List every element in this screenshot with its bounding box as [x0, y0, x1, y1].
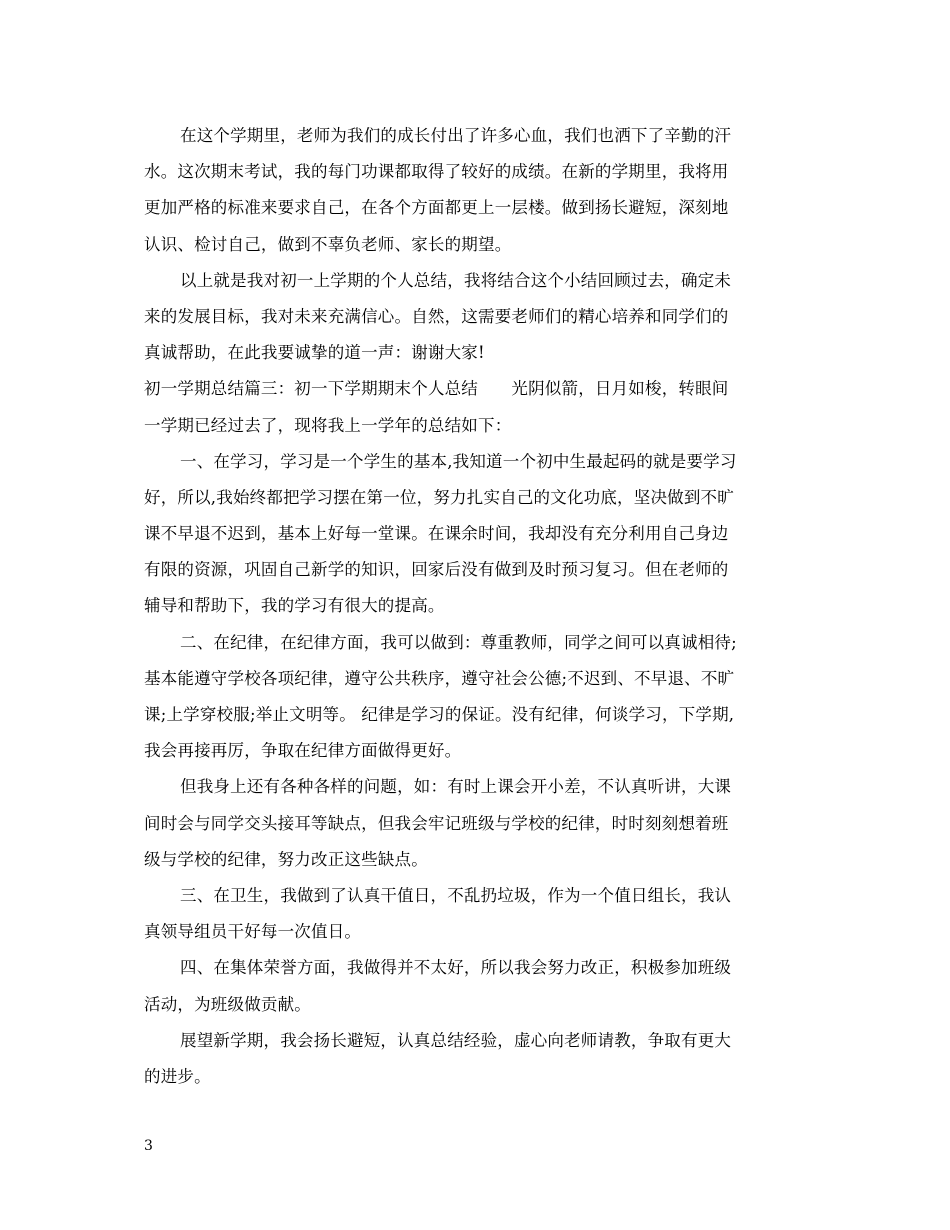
text-line: 初一学期总结篇三：初一下学期期末个人总结 光阴似箭，日月如梭，转眼间 — [144, 379, 729, 399]
text-line: 真诚帮助，在此我要诚挚的道一声：谢谢大家! — [144, 343, 485, 363]
text-line: 更加严格的标准来要求自己，在各个方面都更上一层楼。做到扬长避短，深刻地 — [144, 198, 729, 218]
text-line: 来的发展目标，我对未来充满信心。自然，这需要老师们的精心培养和同学们的 — [144, 306, 729, 326]
text-line: 但我身上还有各种各样的问题，如：有时上课会开小差，不认真听讲，大课 — [180, 777, 732, 797]
text-line: 四、在集体荣誉方面，我做得并不太好，所以我会努力改正，积极参加班级 — [180, 958, 732, 978]
text-line: 展望新学期，我会扬长避短，认真总结经验，虚心向老师请教，争取有更大 — [180, 1030, 732, 1050]
text-line: 在这个学期里，老师为我们的成长付出了许多心血，我们也洒下了辛勤的汗 — [180, 126, 732, 145]
text-line: 好，所以,我始终都把学习摆在第一位，努力扎实自己的文化功底，坚决做到不旷 — [144, 487, 734, 507]
text-line: 认识、检讨自己，做到不辜负老师、家长的期望。 — [144, 234, 512, 254]
text-line: 水。这次期末考试，我的每门功课都取得了较好的成绩。在新的学期里，我将用 — [144, 162, 729, 182]
text-line: 辅导和帮助下，我的学习有很大的提高。 — [144, 596, 445, 616]
text-line: 以上就是我对初一上学期的个人总结，我将结合这个小结回顾过去，确定未 — [180, 270, 732, 290]
text-line: 真领导组员干好每一次值日。 — [144, 922, 362, 942]
text-line: 课不早退不迟到，基本上好每一堂课。在课余时间，我却没有充分利用自己身边 — [144, 524, 729, 544]
text-line: 间时会与同学交头接耳等缺点，但我会牢记班级与学校的纪律，时时刻刻想着班 — [144, 813, 729, 833]
text-line: 一学期已经过去了，现将我上一学年的总结如下： — [144, 415, 512, 435]
text-line: 一、在学习，学习是一个学生的基本,我知道一个初中生最起码的就是要学习 — [180, 451, 737, 471]
text-line: 活动，为班级做贡献。 — [144, 994, 311, 1014]
text-line: 我会再接再厉，争取在纪律方面做得更好。 — [144, 741, 462, 761]
text-line: 的进步。 — [144, 1066, 211, 1086]
text-line: 二、在纪律，在纪律方面，我可以做到：尊重教师，同学之间可以真诚相待; — [180, 632, 737, 652]
text-line: 基本能遵守学校各项纪律，遵守公共秩序，遵守社会公德;不迟到、不早退、不旷 — [144, 668, 735, 688]
text-line: 三、在卫生，我做到了认真干值日，不乱扔垃圾，作为一个值日组长，我认 — [180, 885, 732, 905]
text-line: 有限的资源，巩固自己新学的知识，回家后没有做到及时预习复习。但在老师的 — [144, 560, 729, 580]
text-line: 级与学校的纪律，努力改正这些缺点。 — [144, 849, 428, 869]
page-number: 3 — [144, 1138, 153, 1154]
document-body — [144, 118, 816, 1095]
text-line: 课;上学穿校服;举止文明等。 纪律是学习的保证。没有纪律，何谈学习，下学期, — [144, 705, 735, 724]
